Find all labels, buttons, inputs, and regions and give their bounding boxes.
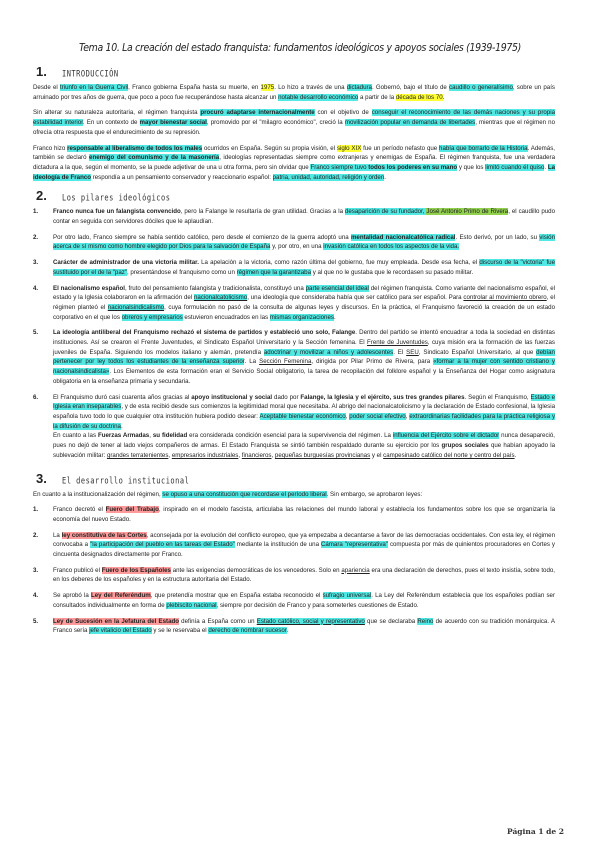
text-run: . En un contexto de bbox=[82, 119, 140, 127]
highlighted-text: régimen que la garantizaba bbox=[236, 268, 311, 276]
text-run: . La Ley del Referéndum establecía que los españoles podían ser consultados individualmente en forma de bbox=[53, 592, 555, 609]
list-item bbox=[33, 505, 555, 524]
text-run: pequeñas burguesías provincianas bbox=[274, 451, 371, 459]
highlighted-text: limitó cuando él quiso bbox=[485, 163, 545, 171]
text-run: , bbox=[345, 412, 350, 420]
highlighted-text: notable desarrollo económico bbox=[278, 93, 359, 101]
text-run: de acuerdo con su tradición monárquica. A Franco sería bbox=[53, 617, 555, 635]
text-run: estuvieron encuadrados en las bbox=[182, 313, 270, 321]
text-run: Sin alterar su naturaleza autoritaria, el régimen franquista bbox=[33, 109, 201, 117]
text-run: , fruto del pensamiento falangista y tradicionalista, constituyó una bbox=[124, 284, 306, 292]
list-item bbox=[33, 328, 555, 386]
text-run: , y de esta recibió desde sus comienzos la legitimidad moral que necesitaba. Al abrigo del nacionalcatolicismo y la declaración de Estado confesional, la Iglesia española tuvo todo lo que cualquier otra institución hubiera podido desear: bbox=[53, 403, 555, 420]
text-run: , promovido por el "milagro económico", creció la bbox=[206, 119, 345, 127]
text-run: Franco decretó el bbox=[53, 506, 106, 514]
section-heading-1 bbox=[36, 64, 555, 82]
highlighted-text: siglo XIX bbox=[336, 144, 362, 152]
text-run: En cuanto a las bbox=[53, 432, 98, 440]
list-item bbox=[33, 531, 555, 560]
text-run: campesinado católico del norte y centro del país bbox=[383, 451, 515, 459]
text-run: , bbox=[405, 412, 410, 420]
highlighted-text: plebiscito nacional bbox=[166, 601, 217, 609]
text-run: . Dentro del partido se intentó encuadrar a toda la sociedad en distintas instituciones. Así se crearon el Frente Juventudes, el Sindicato Español Universitario y la Sección femenina. El bbox=[53, 329, 555, 347]
highlighted-text: patria, unidad, autoridad, religión y orden bbox=[272, 173, 385, 181]
text-run: . bbox=[514, 451, 517, 459]
text-run: Franco nunca fue un falangista convencido bbox=[53, 208, 181, 216]
list-item bbox=[33, 617, 555, 636]
highlighted-text: Ley del Referéndum bbox=[91, 592, 151, 600]
highlighted-text: nacionalsindicalismo bbox=[107, 303, 165, 311]
highlighted-text: nacionalcatolicismo bbox=[193, 294, 248, 302]
list-item bbox=[33, 233, 555, 252]
highlighted-text: Aceptable bienestar económico bbox=[259, 412, 346, 420]
text-run: mediante la institución de una bbox=[234, 541, 321, 549]
highlighted-text: poder social efectivo bbox=[349, 412, 406, 420]
highlighted-text: discurso de la "victoria" fue sustituido por el de la "paz" bbox=[53, 259, 555, 276]
list-number: 3. bbox=[33, 566, 39, 574]
highlighted-text: Estado católico, social y representativo bbox=[256, 617, 365, 625]
text-run: empresarios industriales bbox=[171, 451, 239, 459]
text-run: , siempre por decisión de Franco y para someterles cuestiones de Estado. bbox=[216, 601, 419, 609]
highlighted-text: caudillo o generalísimo bbox=[449, 84, 513, 91]
text-run: y al que no le gustaba que le recordasen su pasado militar. bbox=[311, 268, 474, 276]
text-run: . Esto derivó, por un lado, su bbox=[455, 233, 540, 241]
text-run: La apelación a la victoria, como razón última del gobierno, fue muy empleada. Desde esa fecha, el bbox=[198, 259, 480, 267]
list-item-continuation bbox=[53, 431, 555, 460]
list-number: 2. bbox=[33, 531, 39, 539]
text-run: dado por bbox=[272, 393, 301, 401]
section-3-list bbox=[33, 505, 555, 636]
text-run: nunca desapareció, pues no dejó de tener al lado viejos compañeros de armas. El Estado Franquista se sintió también respaldado durante su ejercicio por los bbox=[53, 432, 555, 450]
text-run: grupos sociales bbox=[441, 442, 489, 450]
text-run: . bbox=[333, 313, 336, 321]
text-run: fue un período nefasto que bbox=[361, 144, 440, 152]
text-run: con el objetivo de bbox=[314, 109, 372, 117]
text-run: , bbox=[271, 451, 275, 459]
text-run: . bbox=[442, 93, 445, 101]
text-run: , una ideología que consideraba había que ser católico para ser español. Para bbox=[247, 294, 464, 302]
text-run: , mientras que el régimen no ofrecía otra respuesta que el endurecimiento de su represión. bbox=[33, 119, 556, 136]
list-number: 5. bbox=[33, 617, 39, 625]
text-run: Carácter de administrador de una victoria militar. bbox=[53, 259, 199, 267]
highlighted-text: enemigo del comunismo y de la masonería bbox=[89, 154, 220, 162]
highlighted-text: "la participación del pueblo en las tareas del Estado" bbox=[90, 541, 235, 549]
list-number: 5. bbox=[33, 329, 39, 337]
text-run: grandes terratenientes bbox=[106, 451, 169, 459]
document-body bbox=[33, 64, 555, 642]
highlighted-text: derecho de nombrar sucesor bbox=[208, 627, 287, 635]
highlighted-text: extraordinarias facilidades para la práctica religiosa y la difusión de su doctrina bbox=[53, 412, 556, 430]
highlighted-text: mayor bienestar social bbox=[139, 119, 207, 127]
highlighted-text: ley constitutiva de las Cortes bbox=[61, 531, 147, 539]
text-run: ocurridos en España. Según su propia visión, el bbox=[202, 144, 337, 152]
highlighted-text: visión acerca de sí mismo como hombre elegido por Dios para la salvación de España bbox=[53, 233, 556, 251]
highlighted-text: invasión católica en todos los aspectos de la vida. bbox=[323, 243, 460, 251]
text-run: Por otro lado, Franco siempre se había sentido católico, pero desde el comienzo de la guerra adoptó una bbox=[53, 233, 351, 241]
text-run: SEU bbox=[406, 348, 419, 356]
text-run: El Franquismo duró casi cuarenta años gracias al bbox=[53, 393, 192, 401]
highlighted-text: había que borrarlo de la Historia bbox=[439, 144, 528, 152]
highlighted-text: influencia del Ejército sobre el dictador bbox=[392, 432, 500, 440]
highlighted-text: José Antonio Primo de Rivera bbox=[426, 208, 509, 216]
text-run: , cuya misión era la formación de las fuerzas juveniles de España. Siguiendo los modelos italiano y alemán, pretendía bbox=[53, 339, 555, 356]
text-run: . Lo hizo a través de una bbox=[274, 84, 347, 91]
text-run: y que los bbox=[457, 163, 486, 171]
text-run: , pero la Falange le resultaría de gran utilidad. Gracias a la bbox=[180, 208, 345, 216]
text-run: , que pretendía mostrar que en España estaba reconocido el bbox=[150, 592, 323, 600]
text-run: . La bbox=[244, 358, 260, 366]
highlighted-text: década de los 70 bbox=[395, 93, 443, 101]
page-number: Página 1 de 2 bbox=[507, 827, 564, 836]
list-number: 4. bbox=[33, 284, 39, 292]
highlighted-text: obreros y empresarios bbox=[121, 313, 183, 321]
text-run: . bbox=[544, 163, 548, 171]
text-run: , bbox=[168, 451, 172, 459]
text-run: . Gobernó, bajo el título de bbox=[371, 84, 450, 91]
list-item bbox=[33, 591, 555, 610]
section-1-body bbox=[33, 83, 555, 182]
text-run: , Sindicato Español Universitario, al que bbox=[418, 348, 537, 356]
section-title: El desarrollo institucional bbox=[62, 475, 190, 486]
text-run: , aconsejada por la evolución del conflicto europeo, que ya empezaba a decantarse a favor de las democracias occidentales. Con esta ley, el régimen convocaba a bbox=[53, 531, 555, 549]
section-heading-2 bbox=[36, 188, 555, 206]
highlighted-text: mentalidad nacionalcatólica radical bbox=[350, 233, 456, 241]
text-run: ante las exigencias democráticas de los vencedores. Solo en bbox=[170, 566, 342, 574]
text-run: El nacionalismo español bbox=[53, 284, 125, 292]
highlighted-text: desaparición de su fundador, bbox=[344, 208, 427, 216]
highlighted-text: dictadura bbox=[346, 84, 372, 91]
highlighted-text: movilización popular en demanda de libertades bbox=[344, 119, 476, 127]
text-run: En cuanto a la institucionalización del régimen, bbox=[33, 490, 163, 498]
highlighted-text: sufragio universal bbox=[322, 592, 372, 600]
highlighted-text: «formar a la mujer con sentido cristiano y nacionalsindicalista» bbox=[53, 358, 556, 376]
text-run: del régimen franquista. Como variante del nacionalismo español, el estado y la Iglesia colaboraron en la afirmación del bbox=[53, 284, 555, 302]
highlighted-text: adoctrinar y movilizar a niños y adolescentes bbox=[263, 348, 394, 356]
list-item bbox=[33, 207, 555, 226]
text-run: Falange, la Iglesia y el ejército, sus tres grandes pilares bbox=[300, 393, 465, 401]
highlighted-text: Franco siempre tuvo bbox=[310, 163, 369, 171]
highlighted-text: procuró adaptarse internacionalmente bbox=[200, 109, 315, 117]
text-run: era una declaración de derechos, pues el texto insistía, sobre todo, en los deberes de los españoles y en la estructura autoritaria del Estado. bbox=[53, 566, 555, 584]
text-run: , presentándose el franquismo como un bbox=[127, 268, 237, 276]
text-run: , dirigida por Pilar Primo de Rivera, para bbox=[311, 358, 434, 366]
paragraph bbox=[33, 108, 555, 137]
text-run: Franco publicó el bbox=[53, 566, 102, 574]
highlighted-text: todos los poderes en su mano bbox=[368, 163, 458, 171]
list-number: 1. bbox=[33, 506, 39, 514]
text-run: y se le reservaba el bbox=[151, 627, 209, 635]
paragraph bbox=[33, 83, 555, 102]
highlighted-text: 1975 bbox=[260, 84, 275, 91]
list-item bbox=[33, 393, 555, 461]
text-run: financieros bbox=[241, 451, 272, 459]
text-run: respondía a un pensamiento conservador y reaccionario español: bbox=[91, 173, 273, 181]
section-title: INTRODUCCIÓN bbox=[62, 69, 119, 79]
text-run: definía a España como un bbox=[178, 617, 257, 625]
text-run: que habían apoyado la sublevación militar: bbox=[53, 442, 555, 459]
text-run: La bbox=[53, 531, 62, 539]
text-run: Frente de Juventudes bbox=[367, 339, 428, 347]
text-run: su fidelidad bbox=[152, 432, 188, 440]
highlighted-text: mismas organizaciones bbox=[269, 313, 334, 321]
list-item bbox=[33, 284, 555, 323]
list-number: 6. bbox=[33, 393, 39, 401]
text-run: apoyo institucional y social bbox=[191, 393, 273, 401]
list-number: 2. bbox=[33, 233, 39, 241]
highlighted-text: Reino bbox=[417, 617, 434, 625]
text-run: compuesta por más de quinientos procuradores en Cortes y cincuenta designados directamente por Franco. bbox=[53, 541, 555, 559]
text-run: , Franco gobierna España hasta su muerte, en bbox=[128, 84, 261, 91]
highlighted-text: jefe vitalicio del Estado bbox=[89, 627, 152, 635]
text-run: . Sin embargo, se aprobaron leyes: bbox=[326, 490, 423, 498]
list-number: 3. bbox=[33, 259, 39, 267]
text-run: Franco hizo bbox=[33, 144, 68, 152]
text-run: , inspirado en el modelo fascista, articulaba las relaciones del mundo laboral y establecía los fundamentos sobre los que se organizaría la economía del nuevo Estado. bbox=[53, 506, 555, 523]
highlighted-text: Fuero del Trabajo bbox=[105, 506, 159, 514]
highlighted-text: triunfo en la Guerra Civil bbox=[59, 84, 129, 91]
list-item bbox=[33, 258, 555, 277]
text-run: La ideología antiliberal del Franquismo rechazó el sistema de partidos y estableció uno solo, Falange bbox=[53, 329, 356, 337]
text-run: . Además, también se declaró bbox=[33, 144, 555, 162]
text-run: Sección Femenina bbox=[259, 358, 312, 366]
highlighted-text: Estado e Iglesia eran inseparables bbox=[53, 393, 556, 411]
section-title: Los pilares ideológicos bbox=[62, 193, 171, 204]
text-run: y el bbox=[370, 451, 384, 459]
highlighted-text: se opuso a una constitución que recordase el período liberal bbox=[162, 490, 327, 498]
text-run: a partir de la bbox=[358, 93, 396, 101]
highlighted-text: responsable al liberalismo de todos los males bbox=[67, 144, 203, 152]
section-heading-3 bbox=[36, 471, 555, 489]
highlighted-text: debían pertenecer por ley todos los estudiantes de la enseñanza superior bbox=[53, 348, 555, 366]
list-item bbox=[33, 566, 555, 585]
text-run: . bbox=[286, 627, 289, 635]
section-number: 1. bbox=[36, 64, 47, 79]
text-run: y, por otro, en una bbox=[270, 243, 324, 251]
document-title: Tema 10. La creación del estado franquista: fundamentos ideológicos y apoyos sociales (1939-1975) bbox=[78, 43, 522, 54]
text-run: . bbox=[120, 422, 123, 430]
text-run: , cuya formulación no pasó de la consulta de algunas leyes y discursos. En la práctica, el Franquismo favoreció la creación de un estado corporativo en el que los bbox=[53, 303, 555, 321]
paragraph bbox=[33, 144, 555, 183]
text-run: , bbox=[149, 432, 153, 440]
text-run: , ideologías representadas siempre como extranjeras y enemigas de España. El régimen franquista, fue una verdadera dictadura a la que, según el momento, se la puede adjetivar de una u otra forma, pero sin olvidar que bbox=[33, 154, 556, 171]
text-run: . bbox=[384, 173, 386, 181]
text-run: era considerada condición esencial para la supervivencia del régimen. La bbox=[187, 432, 393, 440]
text-run: , sobre un país arruinado por tres años de guerra, que poco a poco fue recuperándose hasta alcanzar un bbox=[33, 84, 555, 101]
section-number: 2. bbox=[36, 188, 47, 204]
text-run: Desde el bbox=[33, 84, 60, 91]
list-number: 4. bbox=[33, 592, 39, 600]
highlighted-text: Cámara "representativa" bbox=[320, 541, 388, 549]
text-run: . Según el Franquismo, bbox=[464, 393, 531, 401]
highlighted-text: Fuero de los Españoles bbox=[101, 566, 171, 574]
text-run: . Los Elementos de esta formación eran el Servicio Social obligatorio, la tarea de recopilación del folklore español y la Enseñanza del Hogar como asignatura obligatoria en la enseñanza primaria y secundaria. bbox=[53, 368, 555, 385]
text-run: Fuerzas Armadas bbox=[97, 432, 150, 440]
section-number: 3. bbox=[36, 470, 47, 486]
text-run: controlar al movimiento obrero bbox=[463, 294, 547, 302]
highlighted-text: La ideología de Franco bbox=[33, 163, 556, 181]
text-run: apariencia bbox=[341, 566, 370, 574]
text-run: , bbox=[238, 451, 242, 459]
highlighted-text: parte esencial del ideal bbox=[305, 284, 369, 292]
text-run: , el caudillo pudo contar en seguida con servidores dóciles que le aplaudían. bbox=[53, 208, 555, 226]
list-number: 1. bbox=[33, 208, 39, 216]
text-run: , el régimen planteó el bbox=[53, 294, 556, 311]
text-run: que se declaraba bbox=[364, 617, 418, 625]
highlighted-text: conseguir el reconocimiento de las demás naciones y su propia estabilidad interior bbox=[33, 109, 555, 127]
text-run: . El bbox=[393, 348, 407, 356]
section-2-list bbox=[33, 207, 555, 460]
text-run: Se aprobó la bbox=[53, 592, 92, 600]
highlighted-text: Ley de Sucesión en la Jefatura del Estado bbox=[53, 617, 179, 625]
